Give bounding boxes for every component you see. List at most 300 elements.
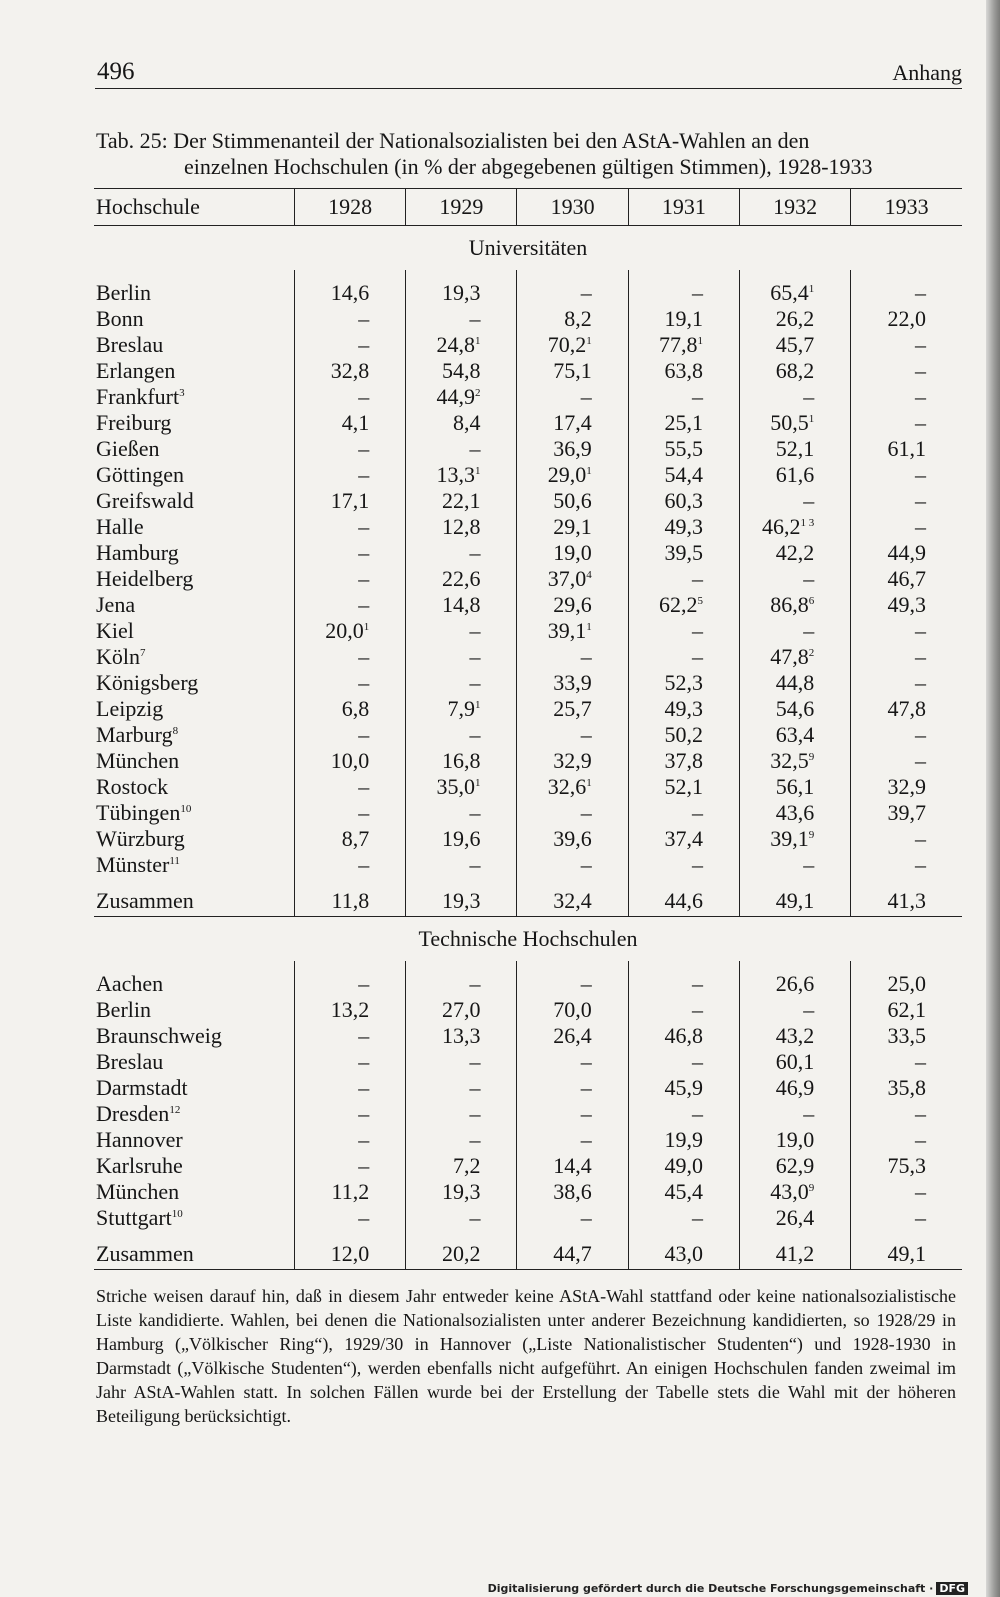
value-cell [406, 618, 517, 644]
value-cell [628, 1101, 739, 1127]
column-header-1929: 1929 [406, 189, 517, 226]
footnote-marker: 1 [808, 413, 815, 425]
cell-value: – [469, 1205, 481, 1230]
cell-value: 38,6 [553, 1179, 592, 1204]
cell-value: 10,0 [330, 748, 370, 773]
value-cell [406, 1075, 517, 1101]
table-row [94, 514, 962, 540]
value-cell [739, 1179, 850, 1205]
value-cell [406, 1205, 517, 1231]
value-cell [406, 270, 517, 306]
cell-value: – [469, 1075, 481, 1100]
cell-value: 36,9 [553, 436, 592, 461]
cell-value: 77,8 [658, 332, 698, 357]
value-cell [517, 488, 628, 514]
cell-value: – [358, 1205, 370, 1230]
cell-value: – [358, 332, 370, 357]
table-row [94, 410, 962, 436]
footnote-marker: 1 [808, 283, 815, 295]
institution-name [94, 488, 294, 514]
cell-value: 25,1 [664, 410, 703, 435]
cell-value: 17,4 [553, 410, 592, 435]
value-cell [851, 774, 962, 800]
table-row [94, 1101, 962, 1127]
total-label: Zusammen [94, 1231, 294, 1270]
value-cell [739, 618, 850, 644]
cell-value: – [691, 800, 703, 825]
value-cell [851, 1075, 962, 1101]
cell-value: 43,2 [775, 1023, 815, 1048]
value-cell [628, 514, 739, 540]
value-cell [517, 1023, 628, 1049]
value-cell [294, 358, 405, 384]
value-cell [406, 1153, 517, 1179]
caption-line-2: einzelnen Hochschulen (in % der abgegebenen gültigen Stimmen), 1928-1933 [184, 154, 873, 179]
value-cell [294, 566, 405, 592]
footnote-marker: 1 [586, 621, 592, 633]
cell-value: – [358, 852, 370, 877]
cell-value: 60,3 [664, 488, 703, 513]
value-cell [739, 306, 850, 332]
value-cell [628, 1205, 739, 1231]
cell-value: 54,4 [664, 462, 703, 487]
cell-value: – [691, 618, 703, 643]
table-row [94, 1075, 962, 1101]
value-cell [517, 566, 628, 592]
cell-value: 45,9 [664, 1075, 703, 1100]
institution-label: Braunschweig [96, 1023, 222, 1048]
cell-value: 35,0 [436, 774, 475, 799]
value-cell [517, 1205, 628, 1231]
value-cell [628, 1075, 739, 1101]
value-cell [406, 358, 517, 384]
footnote-marker: 9 [808, 751, 815, 763]
cell-value: – [580, 1101, 592, 1126]
table-row [94, 997, 962, 1023]
value-cell [628, 748, 739, 774]
institution-name [94, 618, 294, 644]
value-cell [517, 826, 628, 852]
institution-name [94, 1023, 294, 1049]
value-cell [628, 566, 739, 592]
value-cell [628, 1127, 739, 1153]
cell-value: 29,1 [553, 514, 592, 539]
value-cell [739, 592, 850, 618]
cell-value: 32,9 [553, 748, 592, 773]
cell-value: – [469, 722, 481, 747]
institution-label: Karlsruhe [96, 1153, 183, 1178]
vote-share-table-container [94, 188, 962, 1270]
value-cell [739, 644, 850, 670]
cell-value: – [803, 852, 815, 877]
table-row [94, 722, 962, 748]
institution-name [94, 961, 294, 997]
value-cell [406, 696, 517, 722]
institution-label: Frankfurt [96, 384, 180, 409]
value-cell [628, 358, 739, 384]
page-number: 496 [97, 58, 135, 85]
cell-value: – [691, 1205, 703, 1230]
cell-value: 63,4 [775, 722, 815, 747]
cell-value: – [358, 1127, 370, 1152]
institution-label: Marburg [96, 722, 173, 747]
footnote-marker: 1 3 [800, 517, 815, 529]
value-cell [517, 696, 628, 722]
value-cell [628, 1049, 739, 1075]
total-value: 43,0 [628, 1231, 739, 1270]
cell-value: – [469, 1049, 481, 1074]
footnote-marker: 6 [808, 595, 815, 607]
value-cell [628, 774, 739, 800]
value-cell [739, 514, 850, 540]
cell-value: – [915, 670, 926, 695]
page-edge-shadow [986, 0, 1000, 1597]
cell-value: 27,0 [441, 997, 481, 1022]
cell-value: – [358, 540, 370, 565]
cell-value: – [358, 436, 370, 461]
cell-value: 60,1 [775, 1049, 815, 1074]
value-cell [517, 384, 628, 410]
cell-value: – [358, 1049, 370, 1074]
value-cell [628, 488, 739, 514]
institution-name [94, 826, 294, 852]
footnote-marker: 9 [808, 829, 815, 841]
value-cell [294, 774, 405, 800]
total-value: 49,1 [739, 878, 850, 917]
cell-value: 25,7 [553, 696, 592, 721]
value-cell [739, 774, 850, 800]
cell-value: – [469, 618, 481, 643]
cell-value: – [691, 384, 703, 409]
value-cell [517, 961, 628, 997]
value-cell [517, 670, 628, 696]
cell-value: 49,3 [664, 514, 703, 539]
value-cell [406, 1101, 517, 1127]
total-value: 12,0 [294, 1231, 405, 1270]
cell-value: 22,1 [441, 488, 481, 513]
value-cell [517, 800, 628, 826]
cell-value: 26,2 [775, 306, 815, 331]
value-cell [739, 540, 850, 566]
cell-value: 62,1 [887, 997, 926, 1022]
cell-value: 16,8 [441, 748, 481, 773]
value-cell [851, 436, 962, 462]
cell-value: 14,4 [553, 1153, 592, 1178]
total-label: Zusammen [94, 878, 294, 917]
value-cell [628, 306, 739, 332]
value-cell [851, 592, 962, 618]
value-cell [294, 852, 405, 878]
cell-value: 4,1 [341, 410, 370, 435]
footnote-marker: 1 [474, 465, 481, 477]
value-cell [406, 722, 517, 748]
value-cell [406, 961, 517, 997]
cell-value: 35,8 [887, 1075, 926, 1100]
value-cell [517, 436, 628, 462]
value-cell [294, 826, 405, 852]
institution-name [94, 1075, 294, 1101]
vote-share-table [94, 188, 962, 1270]
cell-value: – [580, 800, 592, 825]
institution-name [94, 1153, 294, 1179]
cell-value: – [580, 722, 592, 747]
total-value: 19,3 [406, 878, 517, 917]
institution-name [94, 1101, 294, 1127]
cell-value: 33,5 [887, 1023, 926, 1048]
cell-value: 19,0 [775, 1127, 815, 1152]
value-cell [517, 997, 628, 1023]
cell-value: – [691, 852, 703, 877]
cell-value: 13,3 [441, 1023, 481, 1048]
cell-value: 32,6 [547, 774, 587, 799]
value-cell [406, 1127, 517, 1153]
value-cell [739, 566, 850, 592]
value-cell [851, 1127, 962, 1153]
cell-value: 44,9 [887, 540, 926, 565]
institution-name [94, 306, 294, 332]
value-cell [294, 306, 405, 332]
cell-value: 8,2 [564, 306, 592, 331]
cell-value: – [580, 280, 592, 305]
cell-value: 43,6 [775, 800, 815, 825]
footnote-marker: 2 [808, 647, 815, 659]
value-cell [517, 748, 628, 774]
column-header-1930: 1930 [517, 189, 628, 226]
value-cell [739, 332, 850, 358]
institution-label: Halle [96, 514, 144, 539]
institution-label: Bonn [96, 306, 144, 331]
table-footnote: Striche weisen darauf hin, daß in diesem Jahr entweder keine AStA-Wahl stattfand oder keine nationalsozialistische Liste kandidierte. Wahlen, bei denen die Nationalsozialisten unter anderer Bezeichnung kandidierten, so 1928/29 in Hamburg („Völkischer Ring“), 1929/30 in Hannover („Liste Nationalistischer Studenten“) und 1928-1930 in Darmstadt („Völkische Studenten“), werden ebenfalls nicht aufgeführt. An einigen Hochschulen fanden zweimal im Jahr AStA-Wahlen statt. In solchen Fällen wurde bei der Erstellung der Tabelle stets die Wahl mit der höheren Beteiligung berücksichtigt. [96, 1286, 956, 1426]
value-cell [406, 748, 517, 774]
institution-label: Breslau [96, 332, 164, 357]
value-cell [739, 961, 850, 997]
footnote-marker: 5 [697, 595, 703, 607]
cell-value: 45,4 [664, 1179, 703, 1204]
table-row [94, 644, 962, 670]
table-header-row [94, 189, 962, 226]
cell-value: 11,2 [331, 1179, 370, 1204]
cell-value: – [580, 1205, 592, 1230]
value-cell [406, 774, 517, 800]
table-row [94, 961, 962, 997]
cell-value: 47,8 [770, 644, 809, 669]
institution-label: Leipzig [96, 696, 164, 721]
table-row [94, 852, 962, 878]
cell-value: – [580, 1127, 592, 1152]
table-row [94, 1049, 962, 1075]
value-cell [739, 748, 850, 774]
value-cell [851, 670, 962, 696]
cell-value: 43,0 [770, 1179, 809, 1204]
table-body [94, 226, 962, 1270]
cell-value: – [915, 1179, 926, 1204]
table-row [94, 332, 962, 358]
value-cell [628, 1179, 739, 1205]
value-cell [294, 696, 405, 722]
value-cell [294, 1127, 405, 1153]
value-cell [739, 270, 850, 306]
column-header-1932: 1932 [739, 189, 850, 226]
value-cell [851, 696, 962, 722]
institution-name [94, 462, 294, 488]
cell-value: 39,7 [887, 800, 926, 825]
institution-name [94, 332, 294, 358]
institution-label: Darmstadt [96, 1075, 188, 1100]
institution-name [94, 436, 294, 462]
value-cell [406, 566, 517, 592]
institution-label: Tübingen [96, 800, 181, 825]
cell-value: – [803, 384, 815, 409]
value-cell [851, 488, 962, 514]
table-row [94, 1205, 962, 1231]
table-row [94, 618, 962, 644]
value-cell [851, 540, 962, 566]
cell-value: 52,1 [775, 436, 815, 461]
cell-value: – [469, 1127, 481, 1152]
institution-label: Stuttgart [96, 1205, 172, 1230]
value-cell [851, 618, 962, 644]
cell-value: 70,0 [553, 997, 592, 1022]
value-cell [294, 1153, 405, 1179]
institution-label: Göttingen [96, 462, 184, 487]
footnote-marker: 7 [140, 647, 146, 659]
cell-value: 24,8 [436, 332, 475, 357]
value-cell [739, 1075, 850, 1101]
value-cell [851, 1023, 962, 1049]
column-header-1933: 1933 [851, 189, 962, 226]
value-cell [628, 800, 739, 826]
institution-label: Münster [96, 852, 170, 877]
section-universities-label: Universitäten [468, 235, 588, 260]
footnote-marker: 10 [171, 1208, 183, 1220]
value-cell [294, 1023, 405, 1049]
cell-value: 49,3 [664, 696, 703, 721]
cell-value: – [469, 436, 481, 461]
value-cell [739, 800, 850, 826]
value-cell [851, 306, 962, 332]
institution-name [94, 644, 294, 670]
value-cell [517, 852, 628, 878]
value-cell [739, 488, 850, 514]
cell-value: 44,8 [775, 670, 815, 695]
cell-value: 42,2 [775, 540, 815, 565]
value-cell [851, 1205, 962, 1231]
value-cell [406, 306, 517, 332]
cell-value: 29,6 [553, 592, 592, 617]
cell-value: – [915, 384, 926, 409]
cell-value: – [358, 592, 370, 617]
cell-value: – [358, 306, 370, 331]
value-cell [851, 462, 962, 488]
cell-value: 75,1 [553, 358, 592, 383]
value-cell [294, 410, 405, 436]
value-cell [517, 1179, 628, 1205]
cell-value: – [358, 644, 370, 669]
cell-value: 55,5 [664, 436, 703, 461]
value-cell [406, 1049, 517, 1075]
institution-name [94, 540, 294, 566]
cell-value: – [469, 971, 481, 996]
value-cell [628, 540, 739, 566]
institution-name [94, 592, 294, 618]
value-cell [406, 332, 517, 358]
institution-label: Heidelberg [96, 566, 194, 591]
value-cell [739, 1127, 850, 1153]
cell-value: 37,0 [547, 566, 587, 591]
cell-value: – [469, 852, 481, 877]
cell-value: – [358, 670, 370, 695]
value-cell [406, 644, 517, 670]
cell-value: 56,1 [775, 774, 815, 799]
value-cell [851, 332, 962, 358]
cell-value: – [580, 852, 592, 877]
cell-value: 61,1 [887, 436, 926, 461]
cell-value: 46,9 [775, 1075, 815, 1100]
institution-name [94, 270, 294, 306]
footnote-marker: 1 [474, 699, 481, 711]
footnote-marker: 11 [169, 855, 180, 867]
value-cell [739, 826, 850, 852]
institution-label: Würzburg [96, 826, 185, 851]
header-rule [95, 88, 962, 89]
cell-value: – [915, 332, 926, 357]
value-cell [406, 462, 517, 488]
value-cell [628, 696, 739, 722]
cell-value: 49,0 [664, 1153, 703, 1178]
value-cell [406, 1023, 517, 1049]
value-cell [294, 722, 405, 748]
column-header-1931: 1931 [628, 189, 739, 226]
table-row [94, 748, 962, 774]
cell-value: 50,5 [770, 410, 809, 435]
cell-value: – [358, 1153, 370, 1178]
value-cell [851, 566, 962, 592]
value-cell [739, 384, 850, 410]
footnote-marker: 1 [586, 465, 592, 477]
institution-label: Berlin [96, 997, 151, 1022]
cell-value: – [915, 1101, 926, 1126]
cell-value: – [915, 488, 926, 513]
cell-value: – [358, 1023, 370, 1048]
total-value: 44,6 [628, 878, 739, 917]
value-cell [294, 462, 405, 488]
institution-label: Aachen [96, 971, 164, 996]
value-cell [851, 358, 962, 384]
cell-value: – [580, 644, 592, 669]
cell-value: – [469, 800, 481, 825]
value-cell [517, 592, 628, 618]
value-cell [517, 1075, 628, 1101]
cell-value: – [358, 566, 370, 591]
cell-value: 32,5 [770, 748, 809, 773]
table-row [94, 384, 962, 410]
cell-value: 39,5 [664, 540, 703, 565]
cell-value: – [469, 644, 481, 669]
caption-line-1: Tab. 25: Der Stimmenanteil der Nationalsozialisten bei den AStA-Wahlen an den [96, 128, 810, 153]
cell-value: 44,9 [436, 384, 475, 409]
cell-value: – [691, 1101, 703, 1126]
value-cell [406, 852, 517, 878]
value-cell [851, 722, 962, 748]
value-cell [739, 670, 850, 696]
cell-value: 50,2 [664, 722, 703, 747]
table-row [94, 358, 962, 384]
value-cell [294, 514, 405, 540]
value-cell [517, 1153, 628, 1179]
value-cell [851, 961, 962, 997]
footnote-marker: 2 [474, 387, 481, 399]
footnote-marker: 12 [169, 1104, 181, 1116]
